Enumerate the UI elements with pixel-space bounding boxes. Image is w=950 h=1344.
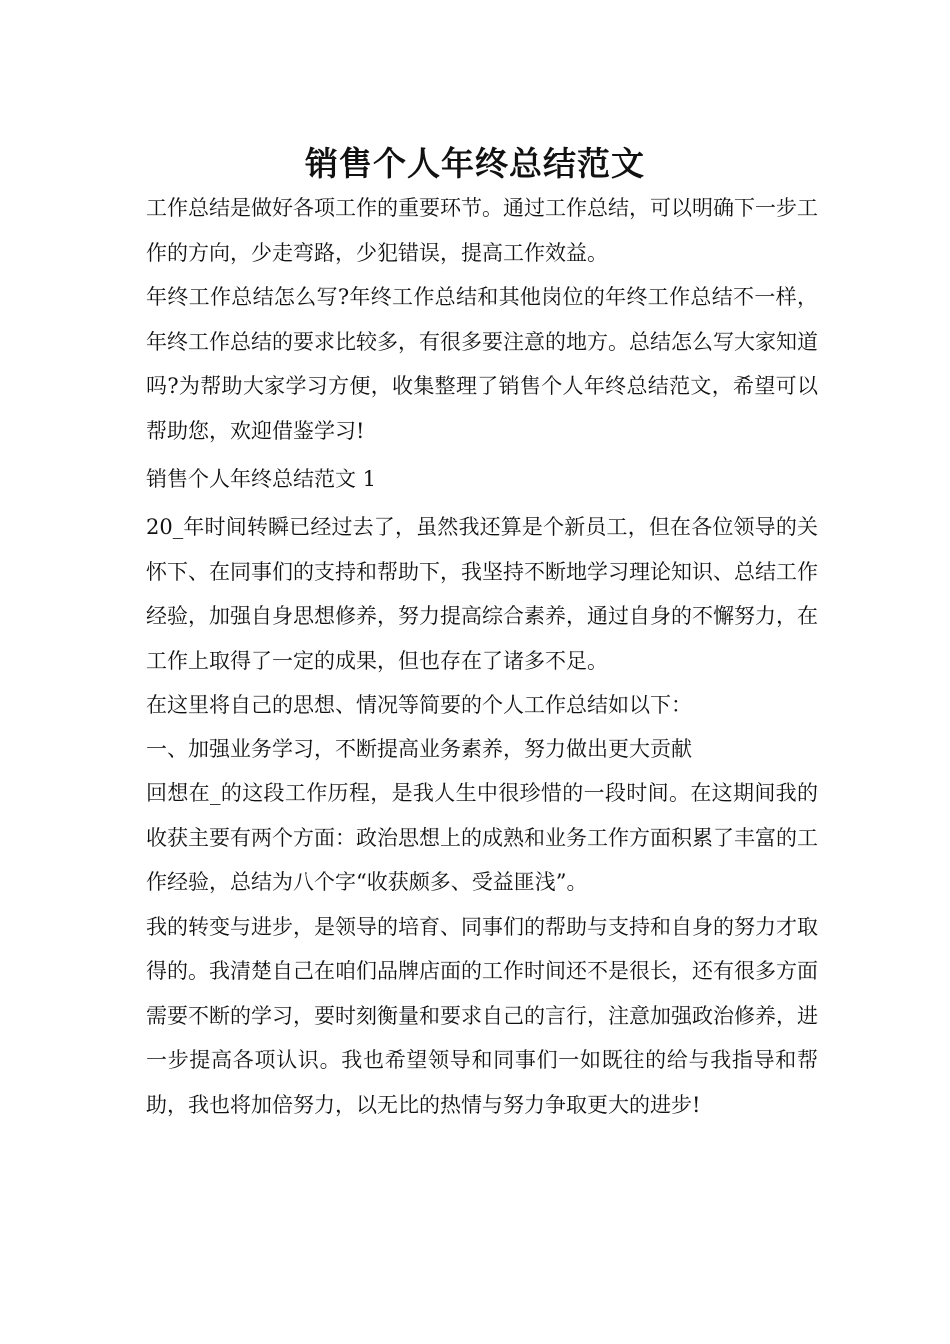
document-body <box>146 186 818 1127</box>
paragraph-summary-intro: 在这里将自己的思想、情况等简要的个人工作总结如以下： <box>146 693 692 717</box>
paragraph-intro: 工作总结是做好各项工作的重要环节。通过工作总结，可以明确下一步工作的方向，少走弯路，少犯错误，提高工作效益。 <box>146 196 818 265</box>
subheading-strengthen-study: 一、加强业务学习，不断提高业务素养，努力做出更大贡献 <box>146 737 692 761</box>
paragraph-work-history: 回想在_的这段工作历程，是我人生中很珍惜的一段时间。在这期间我的收获主要有两个方面：政治思想上的成熟和业务工作方面积累了丰富的工作经验，总结为八个字“收获颇多、受益匪浅”。 <box>146 781 818 894</box>
paragraph-year-review: 20_年时间转瞬已经过去了，虽然我还算是个新员工，但在各位领导的关怀下、在同事们的支持和帮助下，我坚持不断地学习理论知识、总结工作经验，加强自身思想修养，努力提高综合素养，通过自身的不懈努力，在工作上取得了一定的成果，但也存在了诸多不足。 <box>146 515 818 673</box>
paragraph-how-to-write: 年终工作总结怎么写?年终工作总结和其他岗位的年终工作总结不一样，年终工作总结的要求比较多，有很多要注意的地方。总结怎么写大家知道吗?为帮助大家学习方便，收集整理了销售个人年终总结范文，希望可以帮助您，欢迎借鉴学习! <box>146 285 818 443</box>
document-title: 销售个人年终总结范文 <box>305 144 645 184</box>
section-heading-1: 销售个人年终总结范文 1 <box>146 467 377 491</box>
paragraph-progress: 我的转变与进步，是领导的培育、同事们的帮助与支持和自身的努力才取得的。我清楚自己在咱们品牌店面的工作时间还不是很长，还有很多方面需要不断的学习，要时刻衡量和要求自己的言行，注意加强政治修养，进一步提高各项认识。我也希望领导和同事们一如既往的给与我指导和帮助，我也将加倍努力，以无比的热情与努力争取更大的进步! <box>146 914 818 1117</box>
